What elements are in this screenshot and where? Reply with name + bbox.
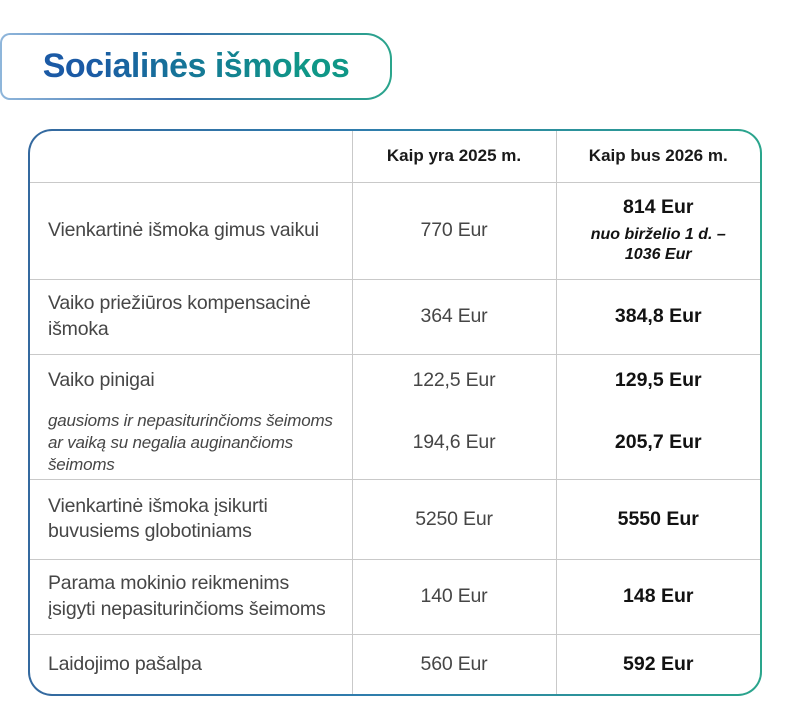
header-row	[30, 131, 760, 182]
value-2026-note: nuo birželio 1 d. – 1036 Eur	[590, 226, 726, 264]
page-title-box	[0, 33, 392, 100]
value-2025-sub: 194,6 Eur	[412, 431, 496, 454]
benefit-label: Vienkartinė išmoka įsikurti buvusiems globotiniams	[30, 479, 352, 559]
value-2026-main: 129,5 Eur	[614, 369, 702, 391]
value-2025-main: 122,5 Eur	[412, 369, 496, 391]
benefit-label-main: Vaiko pinigai	[48, 368, 155, 391]
value-2026: 5550 Eur	[556, 479, 760, 559]
benefit-label: Laidojimo pašalpa	[30, 634, 352, 694]
table-row	[30, 479, 760, 559]
column-header-benefit	[30, 131, 352, 182]
benefits-table-card	[28, 129, 762, 696]
column-header-2025: Kaip yra 2025 m.	[352, 131, 556, 182]
column-header-2026: Kaip bus 2026 m.	[556, 131, 760, 182]
value-2025: 140 Eur	[352, 559, 556, 634]
table-row	[30, 634, 760, 694]
table-row	[30, 354, 760, 479]
value-2025: 770 Eur	[352, 182, 556, 279]
benefit-label: Vienkartinė išmoka gimus vaikui	[30, 182, 352, 279]
table-row	[30, 182, 760, 279]
page-title: Socialinės išmokos	[42, 47, 350, 85]
benefit-label-subnote: gausioms ir nepasiturinčioms šeimoms ar vaiką su negalia auginančioms šeimoms	[48, 410, 333, 474]
benefit-label	[30, 354, 352, 479]
value-2026	[556, 182, 760, 279]
value-2025: 5250 Eur	[352, 479, 556, 559]
value-2026: 148 Eur	[556, 559, 760, 634]
benefit-label: Vaiko priežiūros kompensacinė išmoka	[30, 279, 352, 354]
value-2026	[556, 354, 760, 479]
value-2026-main: 814 Eur	[623, 196, 694, 219]
value-2025: 560 Eur	[352, 634, 556, 694]
value-2026: 384,8 Eur	[556, 279, 760, 354]
table-row	[30, 279, 760, 354]
value-2025	[352, 354, 556, 479]
table-row	[30, 559, 760, 634]
value-2026: 592 Eur	[623, 652, 694, 675]
benefits-table	[30, 131, 760, 694]
value-2026-sub: 205,7 Eur	[614, 431, 702, 454]
benefit-label: Parama mokinio reikmenims įsigyti nepasiturinčioms šeimoms	[30, 559, 352, 634]
value-2025: 364 Eur	[352, 279, 556, 354]
